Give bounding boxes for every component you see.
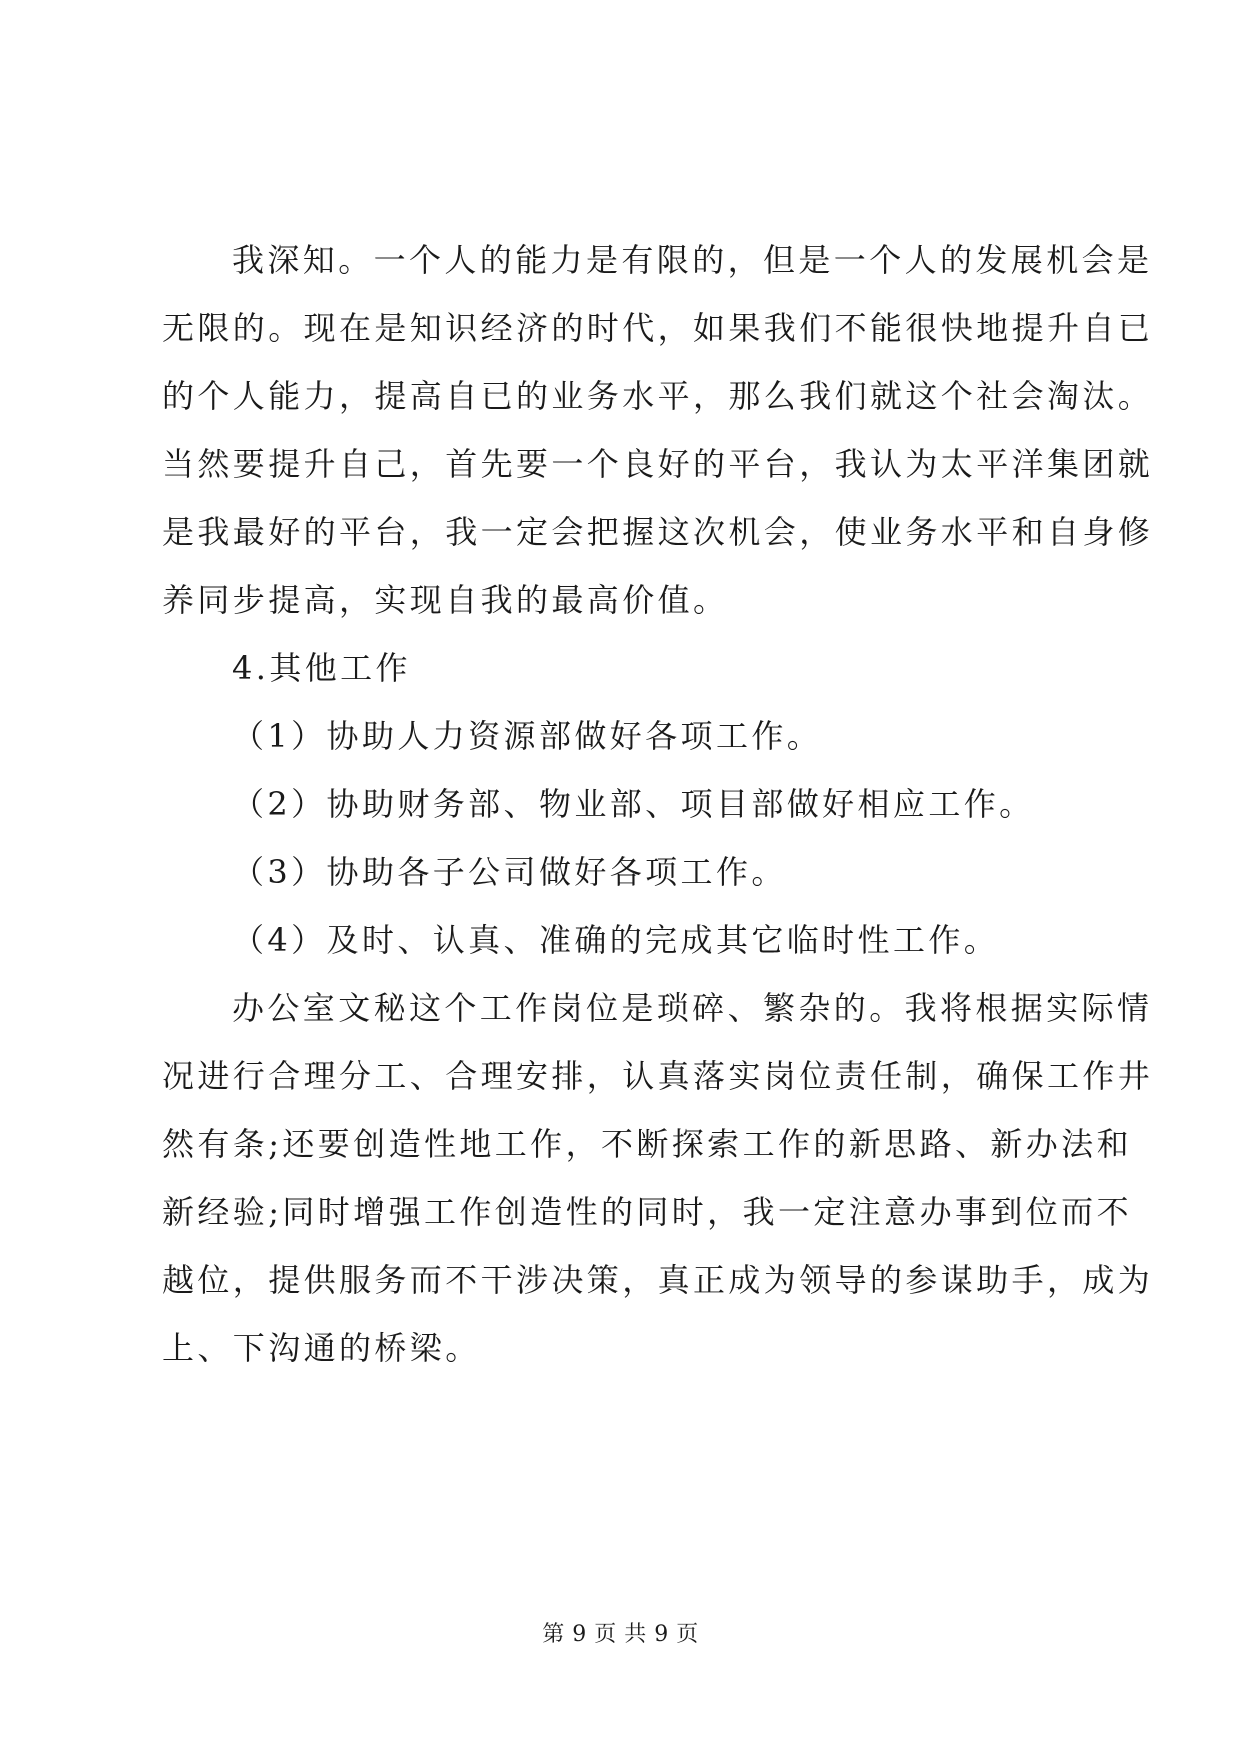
text-line: 上、下沟通的桥梁。 — [162, 1329, 481, 1367]
text-line: 当然要提升自己，首先要一个良好的平台，我认为太平洋集团就 — [162, 445, 1154, 483]
text-line: 况进行合理分工、合理安排，认真落实岗位责任制，确保工作井 — [162, 1057, 1154, 1095]
list-item: （1）协助人力资源部做好各项工作。 — [232, 717, 823, 755]
text-line: 的个人能力，提高自已的业务水平，那么我们就这个社会淘汰。 — [162, 377, 1154, 415]
list-item: （2）协助财务部、物业部、项目部做好相应工作。 — [232, 785, 1035, 823]
text-line: 无限的。现在是知识经济的时代，如果我们不能很快地提升自已 — [162, 309, 1154, 347]
document-body — [162, 226, 1154, 1382]
task-list — [162, 702, 1082, 974]
page-number-footer: 第 9 页 共 9 页 — [542, 1622, 699, 1647]
text-line: 养同步提高，实现自我的最高价值。 — [162, 581, 729, 619]
paragraph-self-development — [162, 226, 1154, 634]
list-item: （3）协助各子公司做好各项工作。 — [232, 853, 787, 891]
text-line: 我深知。一个人的能力是有限的，但是一个人的发展机会是 — [232, 241, 1153, 279]
text-line: 越位，提供服务而不干涉决策，真正成为领导的参谋助手，成为 — [162, 1261, 1154, 1299]
text-line: 新经验;同时增强工作创造性的同时，我一定注意办事到位而不 — [162, 1193, 1132, 1231]
list-item: （4）及时、认真、准确的完成其它临时性工作。 — [232, 921, 1000, 959]
text-line: 办公室文秘这个工作岗位是琐碎、繁杂的。我将根据实际情 — [232, 989, 1153, 1027]
paragraph-office-work — [162, 974, 1154, 1382]
text-line: 然有条;还要创造性地工作，不断探索工作的新思路、新办法和 — [162, 1125, 1132, 1163]
section-heading: 4.其他工作 — [232, 649, 411, 687]
text-line: 是我最好的平台，我一定会把握这次机会，使业务水平和自身修 — [162, 513, 1154, 551]
